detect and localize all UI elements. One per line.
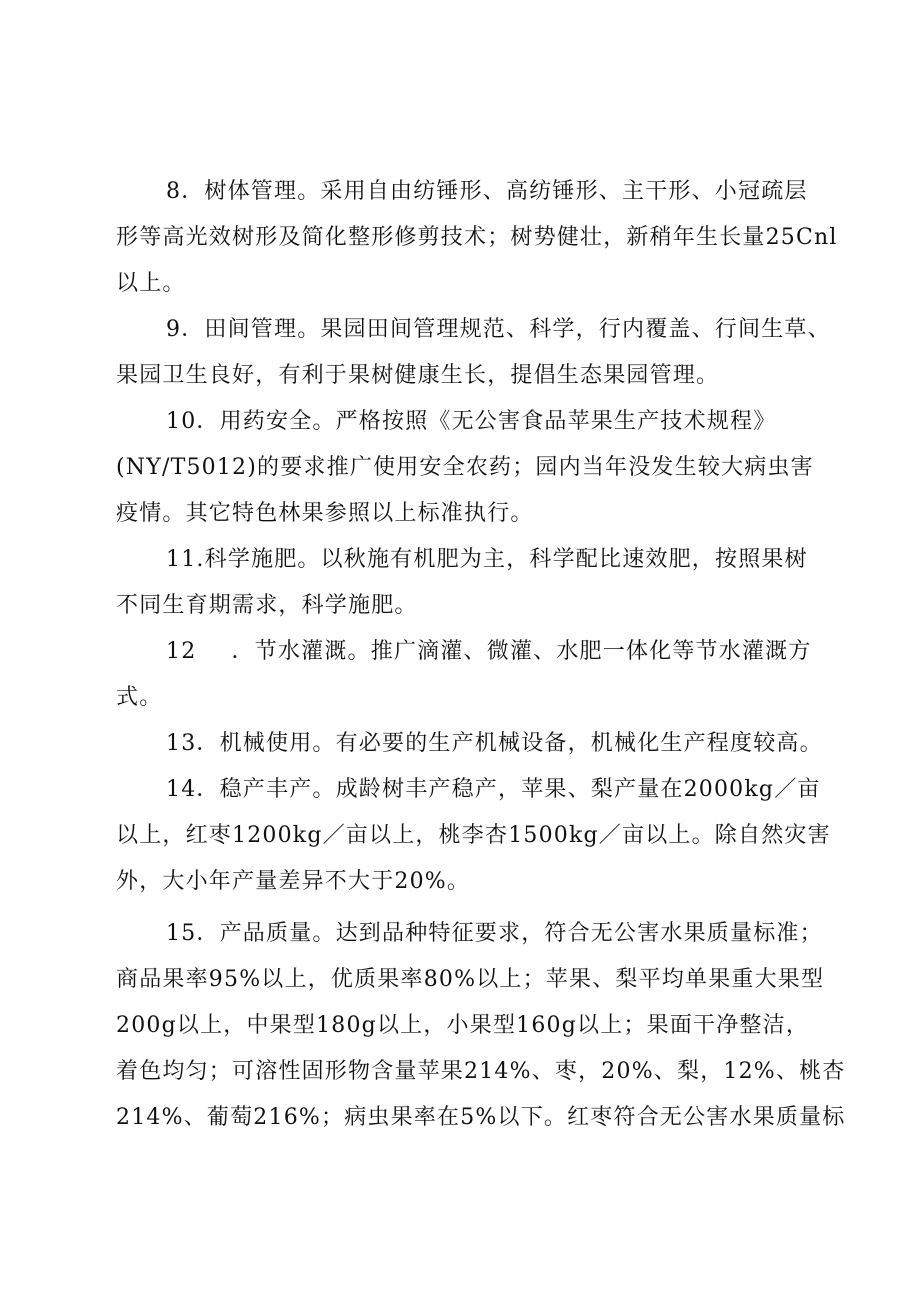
paragraph-8-line-3: 以上。 xyxy=(116,271,186,296)
paragraph-11-line-2: 不同生育期需求，科学施肥。 xyxy=(116,593,418,618)
paragraph-10-line-3: 疫情。其它特色林果参照以上标准执行。 xyxy=(116,501,534,526)
paragraph-9-line-2: 果园卫生良好，有利于果树健康生长，提倡生态果园管理。 xyxy=(116,363,720,388)
paragraph-14-line-1: 14．稳产丰产。成龄树丰产稳产，苹果、梨产量在2000kg／亩 xyxy=(166,777,821,802)
paragraph-10-line-1: 10．用药安全。严格按照《无公害食品苹果生产技术规程》 xyxy=(166,409,777,434)
paragraph-13-line-1: 13．机械使用。有必要的生产机械设备，机械化生产程度较高。 xyxy=(166,731,823,756)
paragraph-14-line-2: 以上，红枣1200kg／亩以上，桃李杏1500kg／亩以上。除自然灾害 xyxy=(116,823,831,848)
paragraph-15-line-5: 214%、葡萄216%；病虫果率在5%以下。红枣符合无公害水果质量标 xyxy=(116,1105,846,1130)
paragraph-15-line-2: 商品果率95%以上，优质果率80%以上；苹果、梨平均单果重大果型 xyxy=(116,967,825,992)
paragraph-10-line-2: (NY/T5012)的要求推广使用安全农药；园内当年没发生较大病虫害 xyxy=(116,455,814,480)
paragraph-9-line-1: 9．田间管理。果园田间管理规范、科学，行内覆盖、行间生草、 xyxy=(166,317,831,342)
paragraph-15-line-4: 着色均匀；可溶性固形物含量苹果214%、枣，20%、梨，12%、桃杏 xyxy=(116,1059,846,1084)
paragraph-15-line-1: 15．产品质量。达到品种特征要求，符合无公害水果质量标准； xyxy=(166,921,823,946)
paragraph-8-line-1: 8．树体管理。采用自由纺锤形、高纺锤形、主干形、小冠疏层 xyxy=(166,179,808,204)
paragraph-8-line-2: 形等高光效树形及简化整形修剪技术；树势健壮，新稍年生长量25Cnl xyxy=(116,225,838,250)
paragraph-14-line-3: 外，大小年产量差异不大于20%。 xyxy=(116,869,471,894)
paragraph-11-line-1: 11.科学施肥。以秋施有机肥为主，科学配比速效肥，按照果树 xyxy=(166,547,808,572)
paragraph-15-line-3: 200g以上，中果型180g以上，小果型160g以上；果面干净整洁， xyxy=(116,1013,810,1038)
paragraph-12-line-2: 式。 xyxy=(116,685,163,710)
paragraph-12-line-1: 12 ．节水灌溉。推广滴灌、微灌、水肥一体化等节水灌溉方 xyxy=(166,639,812,664)
